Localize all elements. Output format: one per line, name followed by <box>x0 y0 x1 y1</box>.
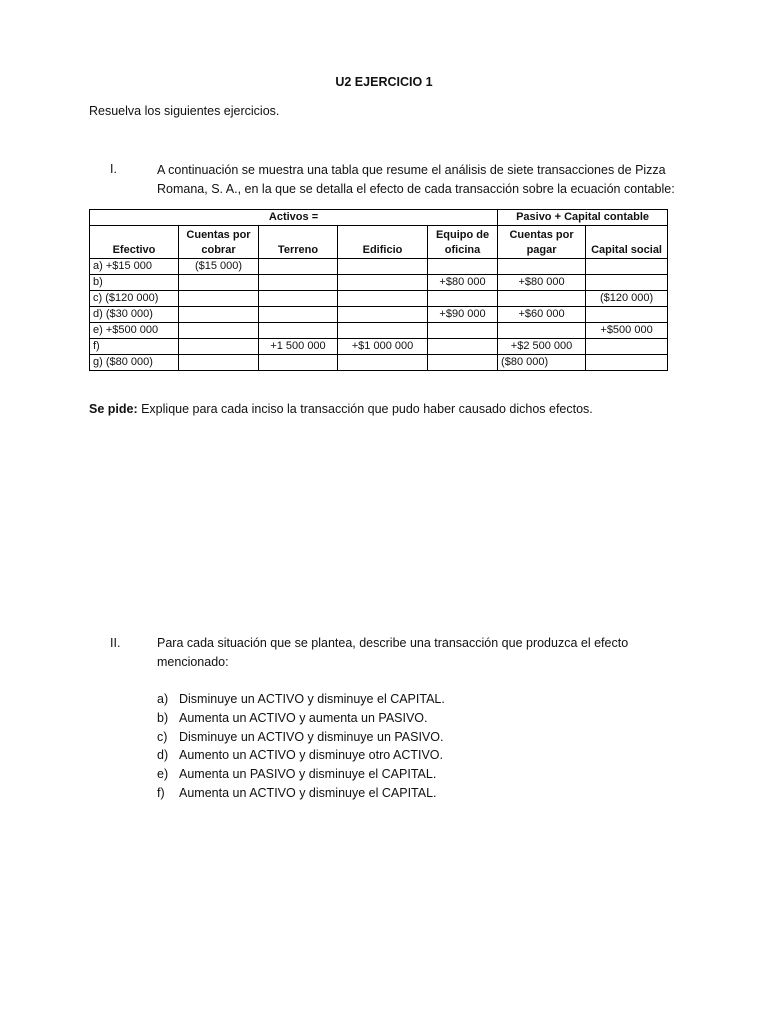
task-text: Explique para cada inciso la transacción que pudo haber causado dichos efectos. <box>137 402 593 416</box>
table-cell: +$80 000 <box>428 275 498 291</box>
table-cell <box>586 307 668 323</box>
table-cell: f) <box>90 339 179 355</box>
table-row <box>90 339 668 355</box>
table-row <box>90 275 668 291</box>
table-cell <box>498 259 586 275</box>
page-title: U2 EJERCICIO 1 <box>335 75 433 89</box>
table-cell: ($15 000) <box>179 259 259 275</box>
table-cell: e) +$500 000 <box>90 323 179 339</box>
table-cell: g) ($80 000) <box>90 355 179 371</box>
table-cell <box>259 291 338 307</box>
table-cell <box>586 339 668 355</box>
intro-text: Resuelva los siguientes ejercicios. <box>89 104 280 118</box>
table-column-header-row <box>90 226 668 259</box>
table-cell <box>586 275 668 291</box>
list-item-letter: e) <box>157 767 169 782</box>
table-cell: c) ($120 000) <box>90 291 179 307</box>
table-cell <box>179 355 259 371</box>
list-item <box>157 765 445 784</box>
table-row <box>90 307 668 323</box>
column-header: Cuentas por cobrar <box>179 226 259 259</box>
table-cell <box>338 307 428 323</box>
table-body <box>90 259 668 371</box>
table-cell <box>428 291 498 307</box>
table-cell: +$90 000 <box>428 307 498 323</box>
table-cell <box>498 291 586 307</box>
table-cell: +$60 000 <box>498 307 586 323</box>
table-row <box>90 259 668 275</box>
table-cell: +$80 000 <box>498 275 586 291</box>
table-cell: +1 500 000 <box>259 339 338 355</box>
column-header: Capital social <box>586 226 668 259</box>
table-row <box>90 355 668 371</box>
column-header: Cuentas por pagar <box>498 226 586 259</box>
list-item <box>157 709 445 728</box>
list-item-text: Aumenta un ACTIVO y disminuye el CAPITAL. <box>179 785 437 800</box>
table-cell <box>259 307 338 323</box>
table-cell <box>259 323 338 339</box>
list-item <box>157 746 445 765</box>
table-cell: +$1 000 000 <box>338 339 428 355</box>
column-header: Equipo de oficina <box>428 226 498 259</box>
table-cell: d) ($30 000) <box>90 307 179 323</box>
task-label: Se pide: <box>89 402 138 416</box>
table-group-header-row <box>90 210 668 226</box>
table-cell: +$2 500 000 <box>498 339 586 355</box>
table-cell <box>338 291 428 307</box>
table-cell: +$500 000 <box>586 323 668 339</box>
table-cell <box>259 275 338 291</box>
table-cell <box>338 259 428 275</box>
table-cell <box>428 323 498 339</box>
list-item-text: Aumenta un ACTIVO y aumenta un PASIVO. <box>179 710 428 725</box>
table-cell <box>338 323 428 339</box>
table-cell: ($80 000) <box>498 355 586 371</box>
situation-list <box>157 690 445 803</box>
table-cell <box>179 323 259 339</box>
table-cell <box>586 259 668 275</box>
list-item-letter: d) <box>157 748 169 763</box>
table-cell <box>259 259 338 275</box>
list-item-text: Disminuye un ACTIVO y disminuye el CAPITAL. <box>179 692 445 706</box>
table-cell <box>338 275 428 291</box>
table-cell <box>179 307 259 323</box>
list-item-letter: b) <box>157 710 169 725</box>
header-liabilities-group: Pasivo + Capital contable <box>498 210 668 226</box>
list-item <box>157 690 445 709</box>
table-cell <box>179 275 259 291</box>
section-2-text: Para cada situación que se plantea, describe una transacción que produzca el efecto mencionado: <box>157 636 629 669</box>
table-cell: ($120 000) <box>586 291 668 307</box>
section-2-number: II. <box>110 636 121 650</box>
accounting-table <box>89 209 668 371</box>
list-item-text: Aumenta un PASIVO y disminuye el CAPITAL. <box>179 767 437 782</box>
table-cell <box>428 355 498 371</box>
list-item-letter: f) <box>157 785 165 800</box>
list-item-text: Disminuye un ACTIVO y disminuye un PASIVO. <box>179 729 444 744</box>
list-item <box>157 784 445 803</box>
section-1-text: A continuación se muestra una tabla que resume el análisis de siete transacciones de Pizza Romana, S. A., en la que se detalla el efecto de cada transacción sobre la ecuación contable: <box>157 163 675 196</box>
section-1-number: I. <box>110 162 117 176</box>
table-cell: a) +$15 000 <box>90 259 179 275</box>
column-header: Terreno <box>259 226 338 259</box>
header-assets-group: Activos = <box>90 210 498 226</box>
list-item-letter: c) <box>157 729 168 744</box>
table-cell: b) <box>90 275 179 291</box>
column-header: Efectivo <box>90 226 179 259</box>
table-cell <box>179 291 259 307</box>
table-cell <box>179 339 259 355</box>
table-cell <box>586 355 668 371</box>
table-cell <box>338 355 428 371</box>
table-cell <box>428 339 498 355</box>
column-header: Edificio <box>338 226 428 259</box>
table-cell <box>428 259 498 275</box>
table-row <box>90 291 668 307</box>
list-item <box>157 728 445 747</box>
list-item-letter: a) <box>157 692 169 706</box>
table-cell <box>259 355 338 371</box>
list-item-text: Aumento un ACTIVO y disminuye otro ACTIVO. <box>179 748 443 763</box>
table-cell <box>498 323 586 339</box>
table-row <box>90 323 668 339</box>
task-instruction <box>89 402 593 416</box>
